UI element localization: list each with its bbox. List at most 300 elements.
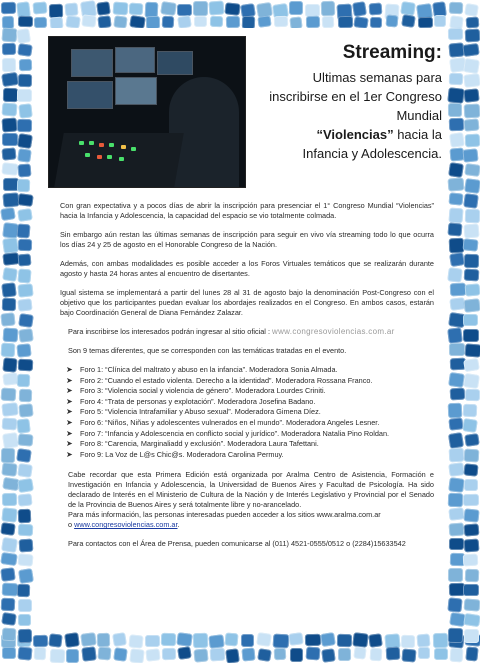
mosaic-tile — [146, 16, 160, 29]
mosaic-tile — [449, 208, 464, 224]
mosaic-tile — [448, 462, 465, 477]
mosaic-tile — [177, 15, 192, 29]
mosaic-tile — [463, 463, 478, 476]
mosaic-tile — [464, 629, 479, 643]
mosaic-tile — [241, 647, 255, 661]
mosaic-tile — [463, 539, 479, 553]
mosaic-tile — [17, 148, 32, 162]
mosaic-tile — [81, 646, 96, 661]
mosaic-tile — [1, 343, 16, 358]
mosaic-tile — [1, 598, 16, 612]
mosaic-tile — [2, 192, 19, 208]
forum-list — [60, 365, 434, 460]
mosaic-tile — [448, 42, 464, 57]
mosaic-tile — [17, 478, 34, 493]
mosaic-tile — [17, 509, 31, 523]
mosaic-tile — [448, 103, 462, 117]
mosaic-tile — [463, 584, 479, 596]
mosaic-tile — [448, 523, 464, 537]
arrow-bullet-icon: ➤ — [66, 365, 73, 374]
mosaic-tile — [18, 239, 33, 252]
mosaic-tile — [97, 15, 111, 28]
mosaic-tile — [463, 494, 479, 507]
mosaic-tile — [463, 118, 479, 132]
mosaic-tile — [465, 209, 480, 223]
forum-item-text: Foro 3: “Violencia social y violencia de género”. Moderadora Lourdes Criniti. — [80, 386, 326, 396]
mosaic-tile — [176, 632, 193, 647]
console-led — [97, 155, 102, 159]
mosaic-tile — [145, 648, 160, 662]
mosaic-tile — [2, 282, 18, 298]
forum-item-text: Foro 9: La Voz de L@s Chic@s. Moderadora Carolina Permuy. — [80, 449, 284, 459]
monitor-screen — [67, 81, 113, 109]
mosaic-tile — [241, 634, 254, 647]
monitor-screen — [157, 51, 193, 75]
mosaic-tile — [448, 327, 464, 343]
mosaic-tile — [162, 16, 175, 28]
forum-item-text: Foro 6: “Niños, Niñas y adolescentes vulnerados en el mundo”. Moderadora Angeles Lesner. — [80, 417, 380, 427]
mosaic-tile — [448, 28, 464, 41]
mosaic-tile — [464, 343, 480, 357]
mosaic-tile — [352, 1, 367, 17]
mosaic-tile — [322, 15, 335, 28]
console-led — [99, 143, 104, 147]
mosaic-tile — [463, 598, 480, 611]
console-led — [79, 141, 84, 145]
mosaic-tile — [49, 4, 63, 18]
mosaic-tile — [1, 448, 16, 463]
paragraph-more-info — [60, 510, 434, 530]
headline-line-3 — [252, 125, 442, 144]
mosaic-tile — [209, 1, 225, 16]
mosaic-tile — [162, 648, 177, 661]
mosaic-tile — [160, 1, 176, 16]
mosaic-tile — [464, 163, 480, 177]
mosaic-tile — [96, 2, 111, 17]
forum-item-text: Foro 1: “Clínica del maltrato y abuso en la infancia”. Moderadora Sonia Almada. — [80, 365, 338, 374]
mosaic-tile — [321, 1, 336, 16]
mosaic-tile — [463, 43, 480, 57]
mosaic-tile — [1, 2, 16, 15]
mosaic-tile — [17, 119, 32, 132]
arrow-bullet-icon: ➤ — [66, 439, 73, 449]
mosaic-tile — [18, 298, 33, 311]
mosaic-tile — [401, 634, 415, 647]
mosaic-tile — [2, 58, 17, 72]
headline-bold-phrase: “Violencias” — [316, 127, 394, 142]
mosaic-tile — [1, 102, 17, 116]
mosaic-tile — [2, 328, 18, 343]
mosaic-tile — [81, 15, 96, 29]
mosaic-tile — [1, 27, 17, 42]
mosaic-tile — [33, 1, 48, 14]
mosaic-tile — [226, 16, 240, 29]
monitor-screen — [115, 77, 157, 105]
arrow-bullet-icon: ➤ — [66, 407, 73, 417]
mosaic-tile — [386, 15, 399, 28]
mosaic-tile — [464, 269, 480, 282]
mosaic-tile — [18, 629, 33, 643]
mosaic-tile — [464, 178, 480, 194]
mosaic-tile — [273, 633, 290, 648]
mosaic-tile — [18, 614, 31, 626]
mosaic-tile — [464, 223, 480, 238]
forum-item-text: Foro 7: “Infancia y Adolescencia en conflicto social y jurídico”. Moderadora Natalia Pino Roldan. — [80, 428, 390, 438]
mosaic-tile — [17, 179, 31, 192]
mosaic-tile — [464, 569, 479, 583]
mosaic-tile — [434, 648, 448, 660]
paragraph-topics: Son 9 temas diferentes, que se corresponden con las temáticas tratadas en el evento. — [68, 346, 347, 355]
mosaic-tile — [320, 632, 336, 647]
mosaic-tile — [18, 313, 34, 328]
mosaic-tile — [464, 523, 480, 536]
mosaic-tile — [370, 17, 382, 28]
mosaic-tile — [449, 612, 466, 627]
mosaic-tile — [17, 283, 33, 297]
mosaic-tile — [16, 343, 31, 357]
mosaic-tile — [464, 58, 480, 74]
official-site-link[interactable]: www.congresoviolencias.com.ar — [272, 327, 395, 336]
list-item — [66, 418, 434, 429]
console-led — [131, 147, 136, 151]
paragraph-registration — [60, 327, 434, 337]
mosaic-tile — [368, 633, 383, 647]
mosaic-tile — [463, 358, 480, 373]
mosaic-tile — [450, 648, 464, 663]
arrow-bullet-icon: ➤ — [66, 386, 73, 396]
paragraph-press-contact: Para contactos con el Área de Prensa, pueden comunicarse al (011) 4521-0555/0512 o (2284)15633542 — [68, 539, 406, 549]
mosaic-tile — [161, 633, 177, 646]
mosaic-tile — [17, 553, 33, 567]
monitor-screen — [71, 49, 113, 77]
mosaic-tile — [18, 253, 32, 266]
mosaic-tile — [48, 634, 63, 648]
mosaic-tile — [448, 568, 463, 582]
mosaic-tile — [306, 647, 321, 661]
mosaic-tile — [0, 552, 17, 566]
mosaic-tile — [463, 613, 480, 628]
headline-line-2: inscribirse en el 1er Congreso Mundial — [269, 89, 442, 123]
mosaic-tile — [18, 103, 32, 118]
mosaic-tile — [18, 389, 32, 402]
mosaic-tile — [449, 388, 465, 401]
mosaic-tile — [257, 648, 271, 662]
mosaic-tile — [464, 29, 480, 43]
mosaic-tile — [50, 649, 65, 663]
mosaic-tile — [337, 634, 353, 647]
mosaic-tile — [16, 448, 32, 462]
registration-text: Para inscribirse los interesados podrán ingresar al sitio oficial : — [68, 327, 273, 336]
mosaic-tile — [464, 479, 478, 491]
mosaic-tile — [257, 15, 272, 28]
more-info-text: Para más información, las personas interesadas pueden acceder a los sitios www.aralma.com.ar — [68, 510, 381, 520]
headline-line-4: Infancia y Adolescencia. — [302, 146, 442, 161]
mosaic-tile — [352, 633, 369, 648]
mosaic-tile — [33, 634, 48, 647]
mosaic-tile — [210, 648, 226, 662]
mosaic-tile — [17, 223, 31, 238]
headline-line-1: Ultimas semanas para — [312, 70, 442, 85]
mosaic-tile — [17, 584, 31, 598]
mosaic-tile — [193, 1, 208, 17]
mosaic-tile — [1, 388, 17, 402]
congress-site-link[interactable]: www.congresoviolencias.com.ar — [74, 520, 178, 530]
mosaic-tile — [448, 432, 464, 449]
mosaic-tile — [463, 298, 480, 312]
mosaic-tile — [433, 633, 448, 648]
console-led — [107, 155, 112, 159]
mosaic-tile — [448, 177, 464, 191]
mosaic-tile — [338, 16, 353, 29]
monitor-screen — [115, 47, 155, 73]
headline-after-bold: hacia la — [393, 127, 442, 142]
mosaic-tile — [113, 2, 129, 16]
mosaic-tile — [464, 254, 479, 268]
mosaic-tile — [128, 634, 143, 649]
mosaic-tile — [1, 507, 17, 523]
mosaic-tile — [450, 283, 466, 297]
mosaic-tile — [1, 43, 16, 56]
mosaic-tile — [19, 59, 33, 72]
mosaic-tile — [448, 628, 464, 643]
mosaic-tile — [2, 147, 17, 161]
mosaic-tile — [416, 633, 430, 647]
mosaic-tile — [1, 522, 17, 536]
list-item — [66, 429, 434, 440]
mosaic-tile — [449, 343, 465, 357]
mosaic-tile — [18, 328, 33, 343]
arrow-bullet-icon: ➤ — [66, 417, 73, 427]
mosaic-tile — [449, 192, 464, 205]
mosaic-tile — [463, 418, 479, 432]
mosaic-tile — [242, 15, 255, 28]
mosaic-tile — [1, 402, 18, 416]
mosaic-tile — [97, 633, 110, 647]
mosaic-tile — [113, 647, 128, 661]
mosaic-tile — [338, 648, 351, 661]
mosaic-tile — [224, 633, 238, 647]
mosaic-tile — [0, 207, 16, 222]
mosaic-tile — [465, 647, 479, 662]
flyer-page — [36, 28, 444, 632]
mosaic-tile — [1, 628, 16, 642]
paragraph-post-congress: Igual sistema se implementará a partir del lunes 28 al 31 de agosto bajo la denominación Post-Congreso con el objetivo que los participantes puedan evaluar los abordajes realizados en el Congreso. En ambos casos, estarán bajo Coordinación General de Diana Fernández Zalazar. — [60, 288, 434, 317]
mosaic-tile — [210, 15, 223, 27]
mosaic-tile — [463, 104, 480, 118]
mosaic-tile — [448, 597, 463, 612]
mosaic-tile — [193, 633, 208, 648]
mosaic-tile — [2, 267, 18, 282]
mosaic-tile — [448, 493, 463, 508]
mosaic-tile — [449, 118, 465, 131]
mosaic-tile — [17, 89, 32, 102]
mosaic-tile — [64, 2, 78, 16]
mosaic-tile — [2, 432, 19, 449]
mosaic-tile — [17, 599, 31, 612]
mosaic-tile — [113, 16, 127, 29]
mosaic-tile — [34, 647, 47, 660]
mosaic-tile — [464, 433, 480, 447]
mosaic-tile — [2, 298, 16, 311]
mosaic-tile — [2, 252, 19, 266]
mosaic-tile — [194, 16, 207, 27]
mosaic-tile — [193, 648, 209, 662]
mosaic-tile — [18, 164, 32, 178]
mosaic-tile — [463, 88, 479, 102]
arrow-bullet-icon: ➤ — [66, 428, 73, 438]
mosaic-tile — [1, 117, 17, 132]
mosaic-tile — [449, 297, 465, 311]
paragraph-forums: Además, con ambas modalidades es posible acceder a los Foros Virtuales temáticos que se realizarán durante agosto y hasta 24 horas antes al encuentro de disertantes. — [60, 259, 434, 278]
mosaic-tile — [448, 477, 464, 493]
mosaic-tile — [1, 312, 17, 326]
mosaic-tile — [224, 2, 240, 16]
mosaic-tile — [66, 649, 80, 663]
mosaic-tile — [448, 267, 464, 282]
mosaic-tile — [2, 647, 16, 659]
mosaic-tile — [18, 539, 33, 553]
mosaic-tile — [3, 88, 18, 103]
mosaic-tile — [18, 568, 34, 584]
mosaic-tile — [306, 15, 321, 27]
mosaic-tile — [370, 648, 383, 662]
mosaic-tile — [401, 14, 416, 27]
mosaic-tile — [464, 508, 480, 522]
console-led — [89, 141, 94, 145]
mosaic-tile — [353, 647, 367, 660]
mosaic-tile — [2, 237, 19, 254]
headline-title: Streaming: — [342, 42, 442, 63]
mosaic-tile — [17, 463, 33, 478]
more-info-or: o — [68, 520, 75, 530]
mosaic-tile — [464, 134, 480, 148]
mosaic-tile — [145, 635, 160, 647]
mosaic-tile — [64, 632, 80, 647]
mosaic-tile — [18, 524, 33, 537]
mosaic-tile — [434, 15, 446, 27]
paragraph-intro: Con gran expectativa y a pocos días de abrir la inscripción para presenciar el 1° Congreso Mundial “Violencias” hacia la Infancia y Adolescencia, la capacidad del espacio se vio totalmente colmada. — [60, 201, 434, 220]
mosaic-tile — [463, 373, 480, 389]
mosaic-tile — [34, 17, 48, 29]
list-item — [66, 376, 434, 387]
mosaic-tile — [18, 16, 33, 28]
console-led — [109, 143, 114, 147]
mosaic-tile — [464, 389, 479, 402]
mosaic-tile — [17, 43, 33, 57]
more-info-end: . — [177, 520, 180, 530]
mosaic-tile — [448, 507, 464, 521]
mosaic-tile — [1, 72, 19, 87]
mosaic-tile — [448, 403, 463, 419]
mosaic-tile — [1, 567, 17, 582]
mosaic-tile — [18, 403, 33, 417]
streaming-control-room-photo — [48, 36, 246, 188]
mosaic-tile — [225, 648, 240, 663]
mosaic-tile — [2, 357, 17, 373]
mosaic-tile — [402, 648, 417, 662]
mosaic-tile — [2, 462, 18, 476]
mosaic-tile — [449, 132, 465, 148]
mosaic-tile — [464, 3, 479, 17]
mosaic-tile — [1, 493, 16, 506]
forum-item-text: Foro 4: “Trata de personas y explotación”. Moderadora Josefina Badano. — [80, 396, 316, 406]
mosaic-tile — [2, 417, 18, 430]
mosaic-tile — [177, 4, 192, 16]
list-item — [66, 439, 434, 450]
mosaic-tile — [463, 404, 478, 417]
mosaic-tile — [16, 28, 31, 44]
mosaic-tile — [17, 374, 31, 387]
mosaic-tile — [448, 162, 464, 178]
mosaic-tile — [80, 632, 97, 646]
paragraph-organizers: Cabe recordar que esta Primera Edición está organizada por Aralma Centro de Asistencia, Formación e Investigación en Infancia y Adolescencia, la Universidad de Buenos Aires y Facultad de Psicología. Ha sido declarado de Interés en el Ministerio de Cultura de la Nación y de Interés Legislativo y Provincial por el Senado de la Provincia de Buenos Aires y será totalmente libre y no-arancelado. — [68, 470, 434, 510]
mosaic-tile — [448, 222, 463, 236]
mosaic-tile — [256, 632, 272, 647]
arrow-bullet-icon: ➤ — [66, 396, 73, 406]
mosaic-tile — [464, 283, 480, 296]
mosaic-tile — [463, 449, 479, 462]
mosaic-tile — [463, 329, 479, 342]
mosaic-tile — [2, 162, 19, 176]
mosaic-tile — [208, 634, 224, 648]
mosaic-tile — [17, 268, 31, 283]
mosaic-tile — [449, 252, 465, 267]
mosaic-tile — [274, 648, 287, 661]
list-item — [66, 365, 434, 376]
console-led — [121, 145, 126, 149]
mosaic-tile — [369, 3, 383, 16]
console-led — [119, 157, 124, 161]
mosaic-tile — [2, 477, 19, 491]
mosaic-tile — [463, 193, 479, 209]
mosaic-tile — [418, 16, 433, 28]
list-item — [66, 386, 434, 397]
mosaic-tile — [289, 1, 303, 15]
mosaic-tile — [449, 1, 464, 14]
mosaic-tile — [463, 554, 479, 567]
mosaic-tile — [17, 433, 33, 447]
forum-item-text: Foro 8: “Carencia, Marginaliadd y exclusión”. Moderadora Laura Tafettani. — [80, 439, 319, 449]
headline — [252, 42, 442, 163]
mosaic-tile — [290, 648, 303, 662]
mosaic-tile — [448, 73, 463, 86]
mosaic-tile — [177, 646, 192, 660]
mosaic-tile — [1, 537, 18, 553]
mosaic-tile — [418, 647, 430, 659]
mosaic-tile — [305, 634, 321, 647]
mosaic-tile — [129, 2, 144, 15]
mosaic-tile — [447, 87, 464, 103]
article-body — [60, 201, 434, 558]
arrow-bullet-icon: ➤ — [66, 375, 73, 385]
forum-item-text: Foro 2: “Cuando el estado violenta. Derecho a la identidad”. Moderadora Rossana Franco. — [80, 375, 373, 385]
mosaic-tile — [386, 647, 401, 660]
mosaic-tile — [18, 74, 32, 87]
mosaic-tile — [321, 648, 336, 663]
mosaic-tile — [17, 208, 33, 222]
mosaic-tile — [17, 193, 33, 207]
mosaic-tile — [449, 538, 464, 550]
list-item — [66, 397, 434, 408]
mosaic-tile — [449, 448, 465, 463]
mosaic-tile — [1, 612, 17, 626]
list-item — [66, 407, 434, 418]
mosaic-tile — [466, 17, 480, 29]
mosaic-tile — [17, 647, 32, 661]
operator-silhouette — [169, 77, 239, 187]
mosaic-tile — [18, 493, 33, 507]
mosaic-tile — [112, 632, 127, 646]
